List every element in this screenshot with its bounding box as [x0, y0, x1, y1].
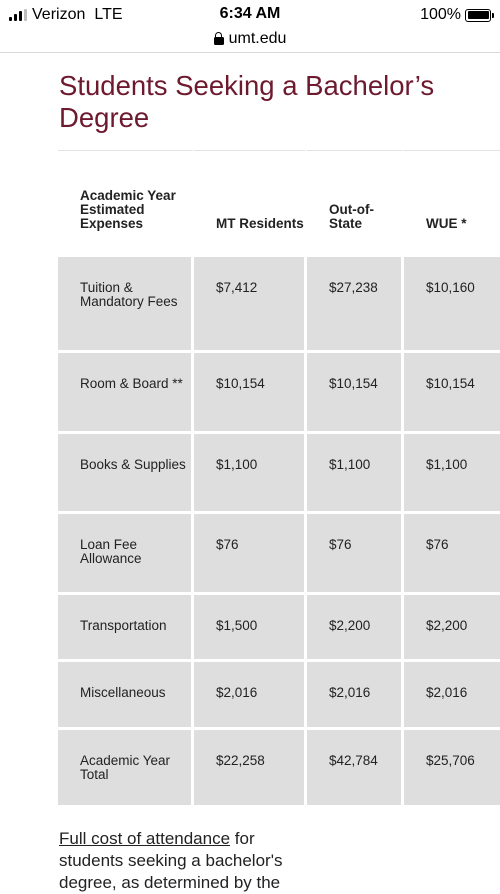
- table-cell: $2,200: [404, 595, 500, 662]
- address-bar[interactable]: [0, 27, 500, 50]
- table-row: [58, 434, 500, 514]
- status-bar: [0, 0, 500, 30]
- table-cell: $76: [194, 514, 307, 595]
- table-row: [58, 514, 500, 595]
- table-row: [58, 595, 500, 662]
- table-cell: $1,100: [307, 434, 404, 514]
- table-cell: $76: [404, 514, 500, 595]
- row-label: Academic Year Total: [58, 730, 194, 808]
- table-row: [58, 662, 500, 730]
- battery-percentage: 100%: [420, 6, 461, 23]
- row-label: Books & Supplies: [58, 434, 194, 514]
- carrier-name: Verizon: [32, 6, 86, 23]
- table-cell: $76: [307, 514, 404, 595]
- table-cell: $25,706: [404, 730, 500, 808]
- row-label: Tuition & Mandatory Fees: [58, 257, 194, 353]
- table-cell: $7,412: [194, 257, 307, 353]
- row-label: Transportation: [58, 595, 194, 662]
- table-cell: $10,154: [404, 353, 500, 434]
- table-cell: $10,160: [404, 257, 500, 353]
- table-row: [58, 353, 500, 434]
- column-header-mt-residents: MT Residents: [194, 150, 307, 257]
- status-right: [420, 6, 491, 24]
- battery-icon: [465, 9, 491, 22]
- cost-table: [58, 150, 500, 808]
- lock-icon: [214, 32, 224, 45]
- footer-text: for students seeking a bachelor's degree, as determined by the: [59, 829, 283, 892]
- table-cell: $1,500: [194, 595, 307, 662]
- row-label: Loan Fee Allowance: [58, 514, 194, 595]
- table-cell: $10,154: [307, 353, 404, 434]
- table-cell: $2,016: [194, 662, 307, 730]
- page-title: Students Seeking a Bachelor’s Degree: [59, 70, 435, 133]
- full-cost-of-attendance-link[interactable]: Full cost of attendance: [59, 829, 231, 848]
- table-header-row: [58, 150, 500, 257]
- network-type: LTE: [94, 6, 123, 23]
- table-cell: $2,200: [307, 595, 404, 662]
- table-cell: $2,016: [404, 662, 500, 730]
- column-header-expenses: Academic Year Estimated Expenses: [58, 150, 194, 257]
- footer-paragraph: [59, 828, 319, 894]
- table-cell: $22,258: [194, 730, 307, 808]
- column-header-out-of-state: Out-of-State: [307, 150, 404, 257]
- table-cell: $1,100: [404, 434, 500, 514]
- table-row: [58, 257, 500, 353]
- status-clock: 6:34 AM: [219, 5, 281, 22]
- row-label: Miscellaneous: [58, 662, 194, 730]
- url-domain[interactable]: umt.edu: [228, 29, 287, 47]
- table-cell: $27,238: [307, 257, 404, 353]
- toolbar-divider: [0, 52, 500, 53]
- table-cell: $42,784: [307, 730, 404, 808]
- table-cell: $2,016: [307, 662, 404, 730]
- table-cell: $10,154: [194, 353, 307, 434]
- row-label: Room & Board **: [58, 353, 194, 434]
- table-row-total: [58, 730, 500, 808]
- table-cell: $1,100: [194, 434, 307, 514]
- column-header-wue: WUE *: [404, 150, 500, 257]
